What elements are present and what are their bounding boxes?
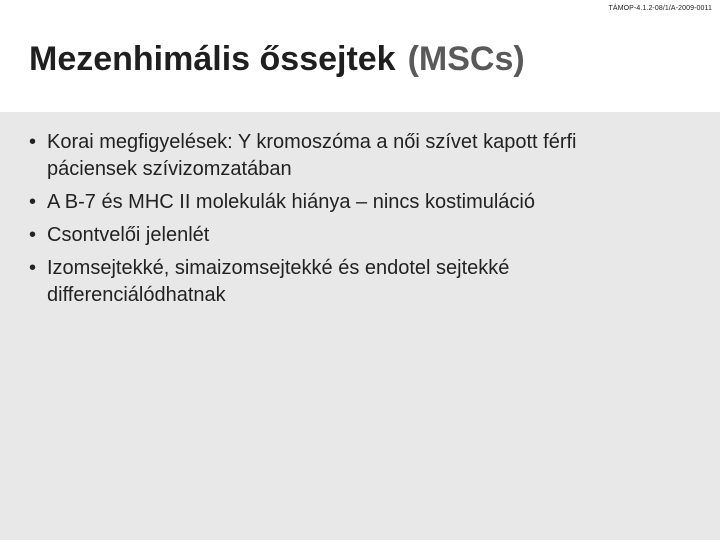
bullet-text: Korai megfigyelések: Y kromoszóma a női szívet kapott férfi páciensek szívizomzatában bbox=[47, 131, 577, 180]
slide-title-main: Mezenhimális őssejtek bbox=[29, 40, 396, 78]
bullet-text: Csontvelői jelenlét bbox=[47, 224, 210, 246]
bullet-icon: • bbox=[29, 191, 37, 213]
bullet-item bbox=[29, 129, 669, 183]
bullet-item bbox=[29, 255, 669, 309]
slide-header bbox=[0, 0, 720, 112]
bullet-icon: • bbox=[29, 131, 37, 153]
bullet-item bbox=[29, 189, 669, 216]
project-code: TÁMOP-4.1.2-08/1/A-2009-0011 bbox=[608, 5, 712, 12]
slide-title bbox=[29, 40, 525, 79]
bullet-text: A B-7 és MHC II molekulák hiánya – nincs kostimuláció bbox=[47, 191, 535, 213]
bullet-text: Izomsejtekké, simaizomsejtekké és endotel sejtekké differenciálódhatnak bbox=[47, 257, 510, 306]
bullet-item bbox=[29, 222, 669, 249]
slide-content bbox=[0, 112, 720, 540]
bullet-list bbox=[29, 129, 669, 315]
bullet-icon: • bbox=[29, 257, 37, 279]
bullet-icon: • bbox=[29, 224, 37, 246]
slide-title-abbreviation: (MSCs) bbox=[407, 40, 525, 78]
